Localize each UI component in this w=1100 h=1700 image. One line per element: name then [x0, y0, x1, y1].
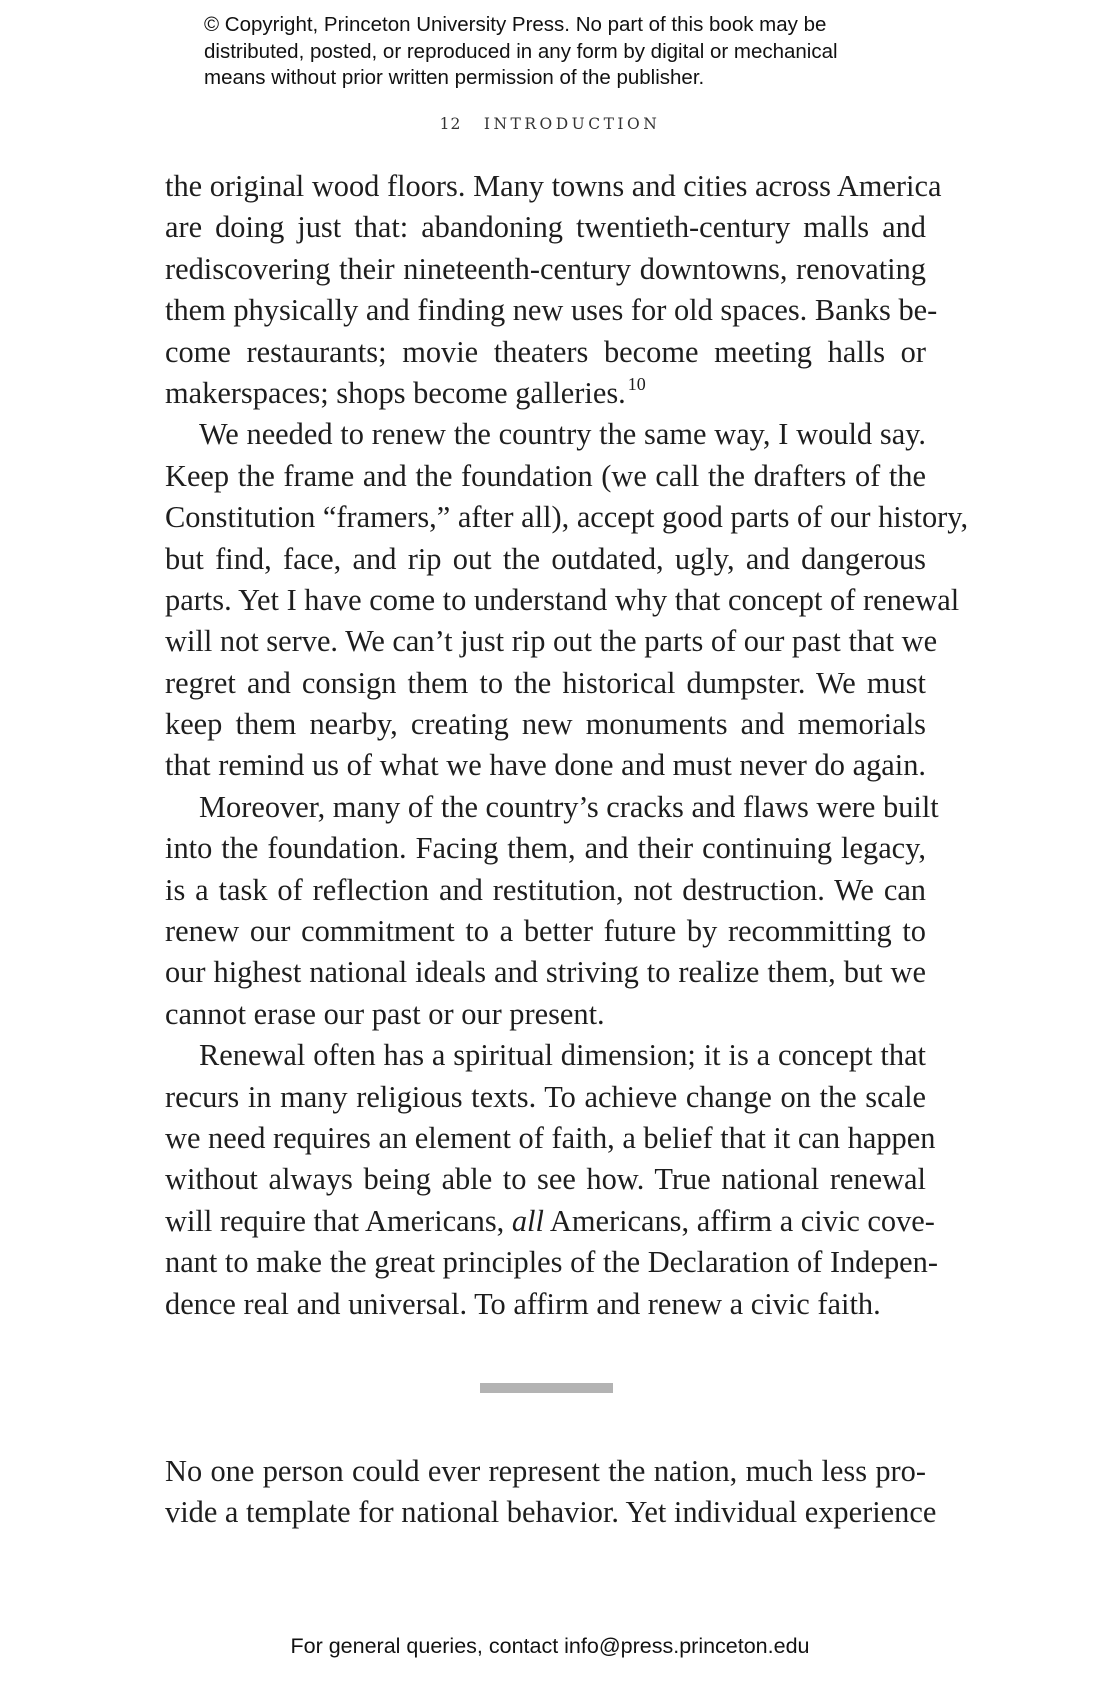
text-line: regret and consign them to the historical dumpster. We must — [165, 665, 926, 700]
footer-contact: For general queries, contact info@press.princeton.edu — [290, 1634, 810, 1658]
text-fragment: will require that Americans, — [165, 1203, 512, 1238]
text-line: that remind us of what we have done and must never do again. — [165, 748, 926, 783]
text-line — [165, 373, 926, 414]
text-line: Constitution “framers,” after all), accept good parts of our history, — [165, 500, 969, 535]
copyright-line: distributed, posted, or reproduced in any form by digital or mechanical — [204, 39, 838, 63]
text-line — [165, 1201, 935, 1242]
text-line: our highest national ideals and striving to realize them, but we — [165, 955, 926, 990]
text-line: is a task of reflection and restitution, not destruction. We can — [165, 872, 926, 907]
text-line: vide a template for national behavior. Yet individual experience — [165, 1495, 937, 1530]
text-line: keep them nearby, creating new monuments and memorials — [165, 707, 926, 742]
text-line: cannot erase our past or our present. — [165, 996, 605, 1031]
running-head — [0, 115, 1100, 133]
text-fragment: makerspaces; shops become galleries. — [165, 375, 626, 410]
text-line: the original wood floors. Many towns and cities across America — [165, 169, 942, 203]
text-line: recurs in many religious texts. To achieve change on the scale — [165, 1079, 926, 1114]
text-line: dence real and universal. To affirm and renew a civic faith. — [165, 1286, 881, 1321]
footnote-reference: 10 — [627, 373, 646, 394]
text-line: nant to make the great principles of the Declaration of Indepen- — [165, 1245, 938, 1280]
text-line: We needed to renew the country the same way, I would say. — [199, 417, 926, 452]
section-separator — [480, 1383, 613, 1393]
text-fragment: Americans, affirm a civic cove- — [543, 1203, 935, 1238]
copyright-notice — [204, 12, 924, 92]
text-line: will not serve. We can’t just rip out the parts of our past that we — [165, 624, 938, 659]
copyright-line: © Copyright, Princeton University Press. No part of this book may be — [204, 13, 827, 36]
text-line: renew our commitment to a better future by recommitting to — [165, 914, 926, 949]
text-line: without always being able to see how. True national renewal — [165, 1162, 926, 1197]
chapter-title: INTRODUCTION — [483, 115, 661, 133]
page-number: 12 — [439, 115, 462, 133]
body-text — [165, 166, 969, 1325]
text-line: Renewal often has a spiritual dimension; it is a concept that — [199, 1038, 926, 1073]
text-line: into the foundation. Facing them, and their continuing legacy, — [165, 831, 926, 866]
text-line: rediscovering their nineteenth-century downtowns, renovating — [165, 251, 926, 286]
text-line: Keep the frame and the foundation (we call the drafters of the — [165, 458, 926, 493]
text-line: but find, face, and rip out the outdated, ugly, and dangerous — [165, 541, 926, 576]
text-line: Moreover, many of the country’s cracks and flaws were built — [199, 789, 939, 824]
body-text-section-two — [165, 1451, 937, 1534]
text-line: them physically and finding new uses for old spaces. Banks be- — [165, 293, 938, 328]
text-line: No one person could ever represent the nation, much less pro- — [165, 1454, 926, 1488]
text-line: we need requires an element of faith, a belief that it can happen — [165, 1120, 936, 1155]
text-line: parts. Yet I have come to understand why that concept of renewal — [165, 582, 960, 617]
copyright-line: means without prior written permission of the publisher. — [204, 66, 705, 89]
emphasis-text: all — [511, 1203, 544, 1238]
text-line: come restaurants; movie theaters become meeting halls or — [165, 334, 926, 369]
text-line: are doing just that: abandoning twentieth-century malls and — [165, 210, 926, 245]
